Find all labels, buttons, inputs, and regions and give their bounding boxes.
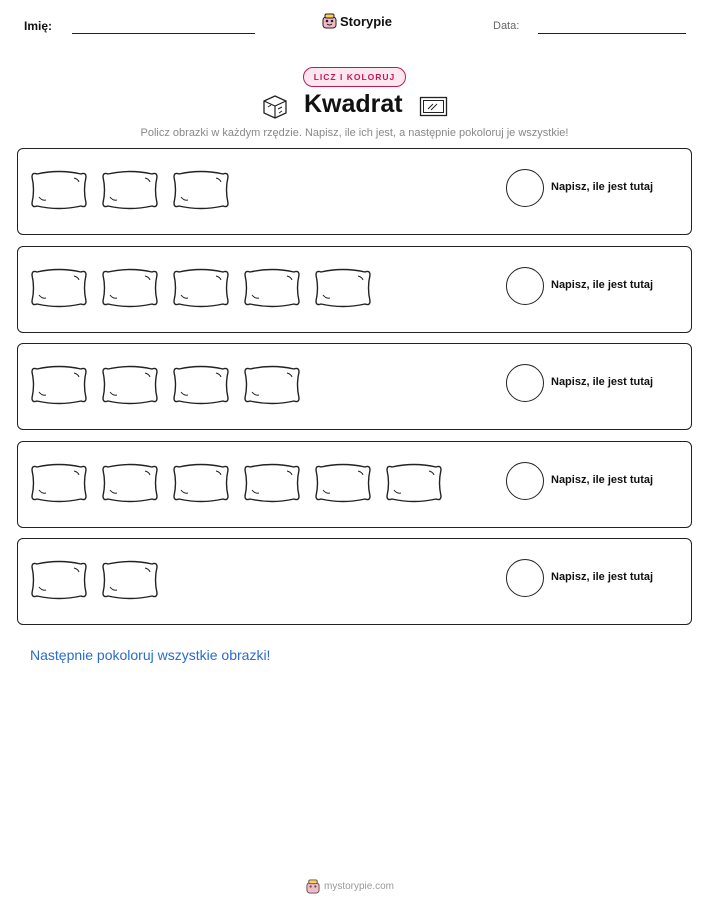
pillow-icon[interactable]	[314, 266, 372, 310]
pillow-icon[interactable]	[30, 363, 88, 407]
pillow-icon[interactable]	[243, 363, 301, 407]
pillow-icon[interactable]	[172, 363, 230, 407]
storypie-mascot-icon	[322, 13, 337, 29]
storypie-mascot-icon	[306, 879, 320, 894]
pillow-icon[interactable]	[101, 461, 159, 505]
pillow-icon[interactable]	[30, 558, 88, 602]
pillow-icon[interactable]	[243, 461, 301, 505]
ice-cube-icon	[261, 93, 289, 120]
page-title: Kwadrat	[304, 90, 403, 118]
date-label: Data:	[493, 20, 520, 32]
answer-label: Napisz, ile jest tutaj	[551, 376, 654, 389]
count-row	[17, 441, 692, 528]
name-line[interactable]	[72, 33, 255, 34]
answer-circle[interactable]	[506, 559, 544, 597]
count-row	[17, 246, 692, 333]
count-row	[17, 148, 692, 235]
pillow-icon[interactable]	[385, 461, 443, 505]
pillow-icon[interactable]	[30, 461, 88, 505]
answer-circle[interactable]	[506, 169, 544, 207]
pillow-icon[interactable]	[30, 266, 88, 310]
pillow-icon[interactable]	[243, 266, 301, 310]
square-frame-icon	[419, 96, 448, 117]
pillow-icon[interactable]	[101, 363, 159, 407]
count-row	[17, 538, 692, 625]
pillow-icon[interactable]	[101, 168, 159, 212]
name-label: Imię:	[24, 19, 53, 33]
answer-label: Napisz, ile jest tutaj	[551, 473, 654, 486]
pillow-icon[interactable]	[314, 461, 372, 505]
answer-circle[interactable]	[506, 364, 544, 402]
answer-label: Napisz, ile jest tutaj	[551, 181, 654, 193]
brand-name: Storypie	[340, 13, 393, 29]
answer-label: Napisz, ile jest tutaj	[551, 278, 654, 291]
pillow-icon[interactable]	[172, 168, 230, 212]
site-url: mystorypie.com	[324, 881, 395, 892]
pillow-icon[interactable]	[30, 168, 88, 212]
footer-note: Następnie pokoloruj wszystkie obrazki!	[30, 647, 271, 663]
count-row	[17, 343, 692, 430]
answer-circle[interactable]	[506, 462, 544, 500]
site-footer	[306, 879, 394, 894]
answer-circle[interactable]	[506, 267, 544, 305]
pillow-icon[interactable]	[172, 461, 230, 505]
brand-logo	[322, 13, 392, 29]
pillow-icon[interactable]	[101, 558, 159, 602]
instructions: Policz obrazki w każdym rzędzie. Napisz, ile ich jest, a następnie pokoloruj je wszystkie!	[140, 127, 569, 139]
pillow-icon[interactable]	[101, 266, 159, 310]
date-line[interactable]	[538, 33, 686, 34]
activity-badge: LICZ I KOLORUJ	[303, 67, 406, 87]
answer-label: Napisz, ile jest tutaj	[551, 571, 654, 584]
pillow-icon[interactable]	[172, 266, 230, 310]
